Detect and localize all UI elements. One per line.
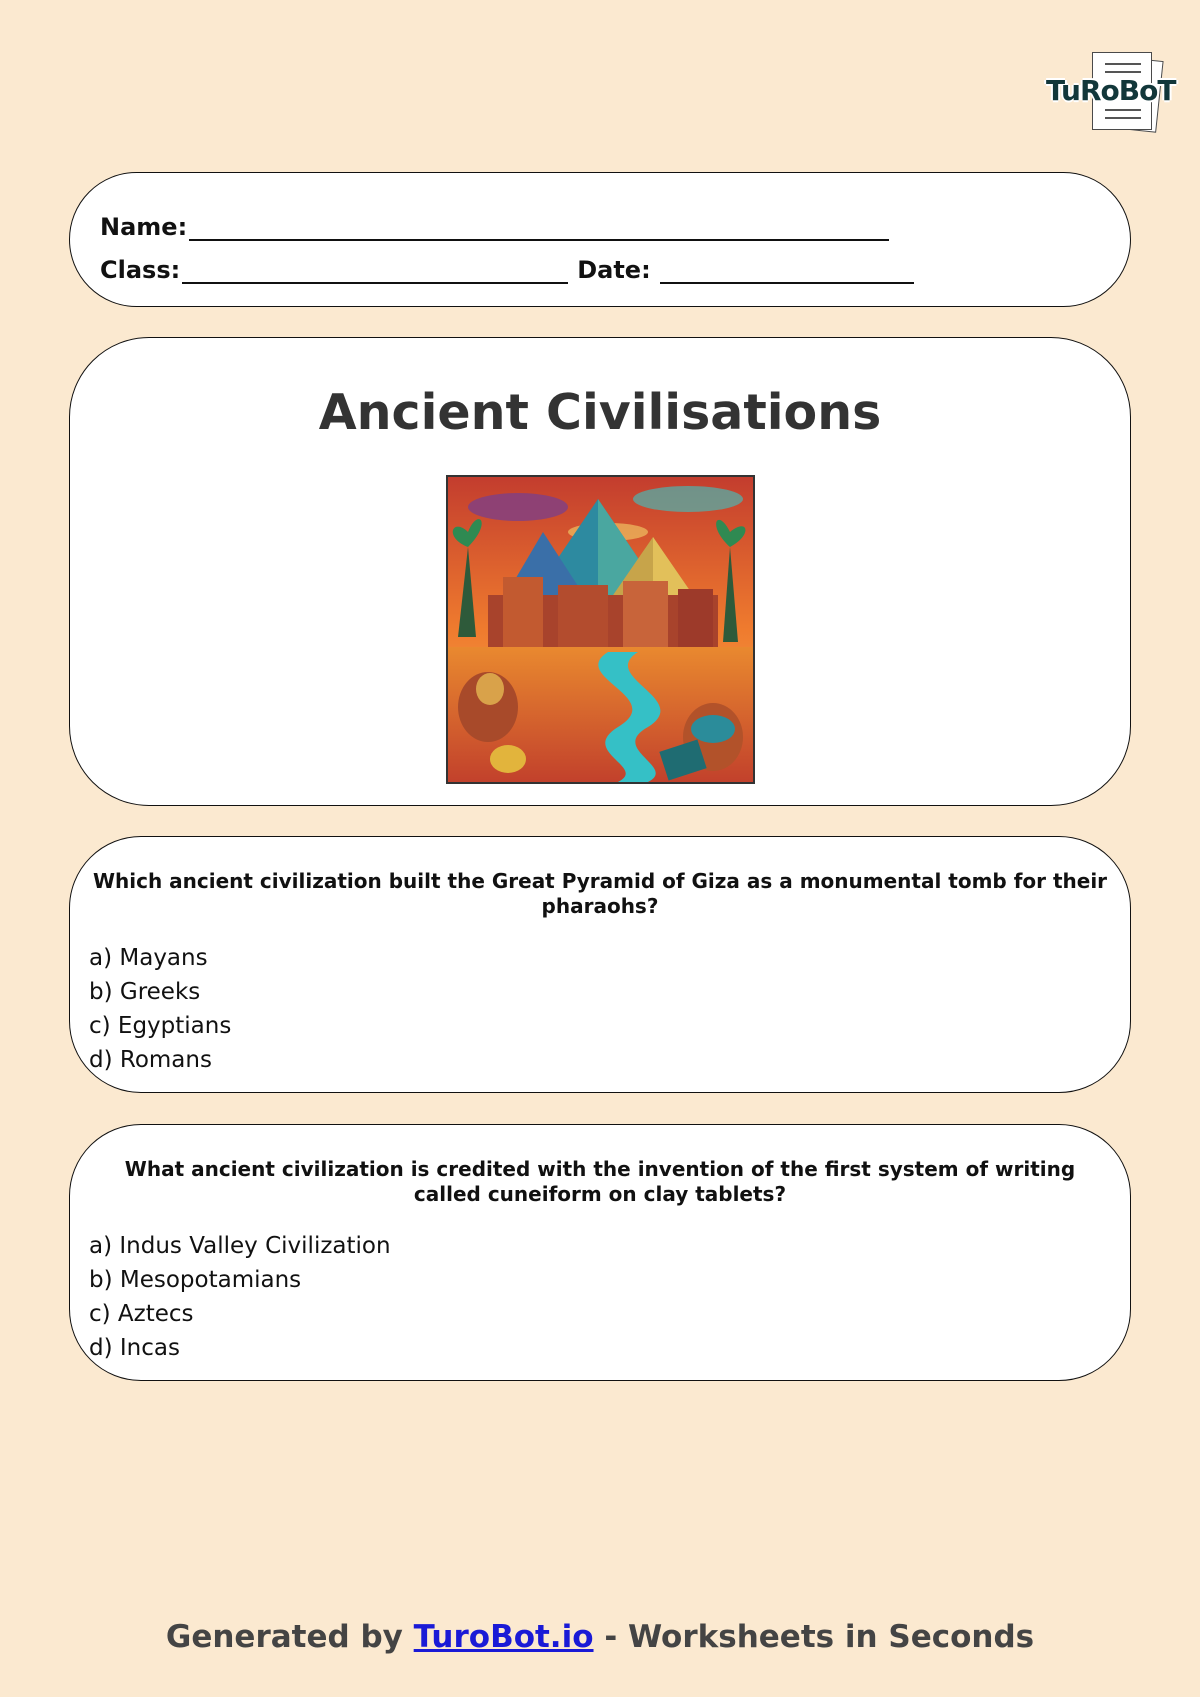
question-text: What ancient civilization is credited with the invention of the first system of writing called cuneiform on clay tablets? bbox=[124, 1157, 1076, 1206]
option-b[interactable]: b) Mesopotamians bbox=[89, 1267, 302, 1293]
answer-options bbox=[89, 941, 231, 1077]
date-field[interactable] bbox=[660, 260, 914, 284]
option-d[interactable]: d) Romans bbox=[89, 1047, 212, 1073]
option-a[interactable]: a) Indus Valley Civilization bbox=[89, 1233, 391, 1259]
option-c[interactable]: c) Egyptians bbox=[89, 1013, 232, 1039]
worksheet-title: Ancient Civilisations bbox=[318, 384, 882, 441]
turobot-link[interactable]: TuroBot.io bbox=[413, 1619, 594, 1655]
name-row bbox=[100, 213, 889, 241]
footer-prefix: Generated by bbox=[165, 1619, 403, 1655]
option-d[interactable]: d) Incas bbox=[89, 1335, 180, 1361]
option-a[interactable]: a) Mayans bbox=[89, 945, 208, 971]
name-field[interactable] bbox=[189, 217, 889, 241]
question-card-2 bbox=[69, 1124, 1131, 1381]
class-field[interactable] bbox=[182, 260, 568, 284]
footer bbox=[0, 1619, 1200, 1655]
turobot-logo bbox=[1046, 52, 1176, 138]
option-b[interactable]: b) Greeks bbox=[89, 979, 201, 1005]
footer-suffix: - Worksheets in Seconds bbox=[604, 1619, 1035, 1655]
student-info-card bbox=[69, 172, 1131, 307]
name-label: Name: bbox=[100, 213, 188, 241]
pyramids-illustration bbox=[446, 475, 755, 784]
answer-options bbox=[89, 1229, 391, 1365]
option-c[interactable]: c) Aztecs bbox=[89, 1301, 194, 1327]
class-date-row bbox=[100, 256, 914, 284]
question-text: Which ancient civilization built the Great Pyramid of Giza as a monumental tomb for their pharaohs? bbox=[92, 869, 1108, 918]
date-label: Date: bbox=[577, 256, 651, 284]
logo-text: TuRoBoT bbox=[1046, 74, 1176, 107]
title-card bbox=[69, 337, 1131, 806]
question-card-1 bbox=[69, 836, 1131, 1093]
class-label: Class: bbox=[100, 256, 181, 284]
